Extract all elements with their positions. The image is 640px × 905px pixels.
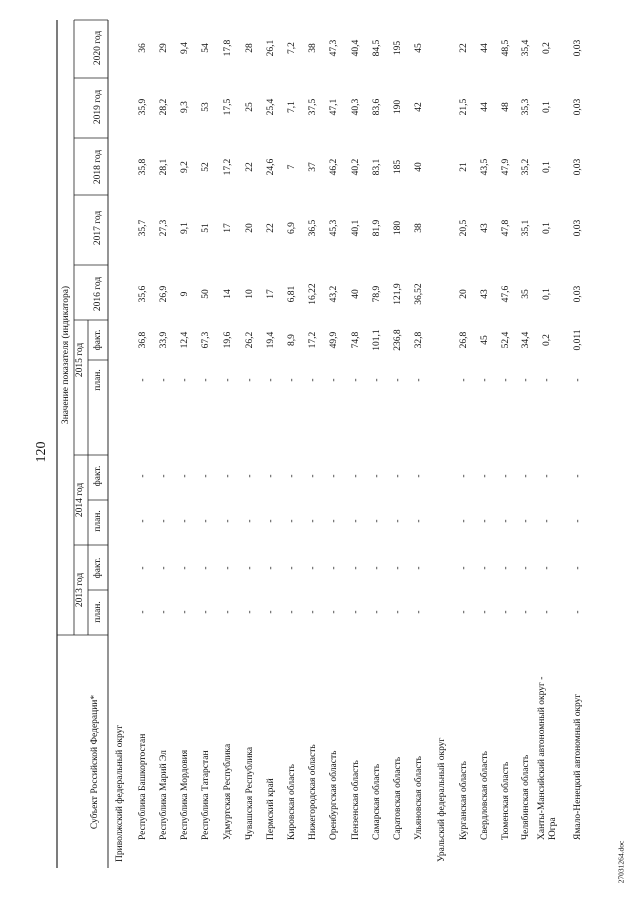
table-cell: -: [480, 610, 491, 614]
table-cell: -: [501, 519, 512, 523]
table-cell: 195: [393, 40, 404, 56]
table-cell: -: [459, 610, 470, 614]
table-row: [413, 43, 424, 840]
table-cell: 52: [201, 162, 212, 172]
table-cell: -: [138, 474, 149, 478]
row-name: Республика Марий Эл: [159, 750, 170, 840]
row-name: Республика Татарстан: [201, 750, 212, 840]
header-2013-plan: план.: [93, 601, 104, 623]
table-cell: 22: [266, 223, 277, 233]
table-cell: -: [351, 474, 362, 478]
table-cell: -: [223, 474, 234, 478]
header-2015-plan: план.: [93, 369, 104, 391]
table-cell: -: [393, 566, 404, 570]
table-cell: -: [159, 519, 170, 523]
table-cell: -: [266, 519, 277, 523]
table-cell: 50: [201, 289, 212, 299]
table-cell: 45,3: [329, 219, 340, 237]
table-cell: -: [223, 378, 234, 382]
table-cell: 38: [414, 223, 425, 233]
table-cell: -: [414, 566, 425, 570]
table-cell: 44: [480, 43, 491, 53]
footer-doc-code: 27031264.doc: [616, 840, 626, 884]
table-cell: -: [329, 519, 340, 523]
table-cell: -: [223, 519, 234, 523]
table-cell: -: [542, 610, 553, 614]
table-cell: 25: [245, 102, 256, 112]
header-2014-plan: план.: [93, 510, 104, 532]
table-cell: 36,52: [414, 283, 425, 305]
table-cell: -: [223, 566, 234, 570]
table-cell: 44: [480, 102, 491, 112]
table-cell: -: [266, 378, 277, 382]
table-cell: -: [201, 610, 212, 614]
page-number: 120: [34, 441, 50, 463]
table-cell: -: [308, 566, 319, 570]
table-cell: 0,1: [542, 288, 553, 300]
section-row: [114, 725, 125, 862]
table-cell: 35,8: [138, 158, 149, 176]
table-cell: -: [542, 378, 553, 382]
header-indicator-value: Значение показателя (индикатора): [61, 285, 72, 425]
table-cell: -: [308, 474, 319, 478]
table-row: [500, 39, 511, 840]
table-cell: 17,2: [308, 331, 319, 349]
table-cell: 35: [521, 289, 532, 299]
table-cell: 83,6: [372, 98, 383, 116]
table-cell: 0,011: [573, 329, 584, 351]
table-cell: 35,3: [521, 98, 532, 116]
table-cell: 0,1: [542, 101, 553, 113]
table-cell: 9,4: [180, 42, 191, 54]
table-cell: 83,1: [372, 158, 383, 176]
table-cell: -: [542, 566, 553, 570]
table-cell: -: [414, 474, 425, 478]
table-cell: -: [159, 610, 170, 614]
table-cell: -: [180, 378, 191, 382]
table-cell: -: [201, 566, 212, 570]
table-cell: -: [414, 610, 425, 614]
table-cell: 29: [159, 43, 170, 53]
table-cell: 38: [308, 43, 319, 53]
table-cell: 17,2: [223, 158, 234, 176]
table-cell: 47,1: [329, 98, 340, 116]
table-row: [328, 39, 339, 840]
table-cell: -: [201, 378, 212, 382]
table-cell: 47,6: [501, 285, 512, 303]
table-cell: 33,9: [159, 331, 170, 349]
table-cell: 20: [245, 223, 256, 233]
table-cell: -: [459, 566, 470, 570]
table-cell: -: [266, 566, 277, 570]
table-cell: 14: [223, 289, 234, 299]
table-cell: 0,03: [573, 285, 584, 303]
table-cell: -: [201, 519, 212, 523]
table-cell: 40: [414, 162, 425, 172]
header-year-2013: 2013 год: [75, 572, 86, 608]
table-cell: 12,4: [180, 331, 191, 349]
table-cell: 26,9: [159, 285, 170, 303]
section-name: Уральский федеральный округ: [437, 737, 448, 862]
header-year-2020: 2020 год: [93, 30, 104, 66]
table-cell: -: [245, 566, 256, 570]
row-name: Удмуртская Республика: [223, 743, 234, 840]
header-2013-fact: факт.: [93, 557, 104, 579]
table-cell: 28,1: [159, 158, 170, 176]
row-name: Свердловская область: [480, 750, 491, 840]
table-cell: -: [372, 566, 383, 570]
table-cell: -: [351, 610, 362, 614]
table-cell: -: [266, 610, 277, 614]
table-cell: -: [329, 474, 340, 478]
table-row: [222, 39, 233, 840]
table-row: [458, 43, 469, 840]
table-cell: 190: [393, 99, 404, 115]
row-name: Чувашская Республика: [245, 746, 256, 840]
table-cell: 43,5: [480, 158, 491, 176]
table-cell: 0,2: [542, 42, 553, 54]
row-name: Курганская область: [459, 761, 470, 840]
row-name: Пензенская область: [351, 760, 362, 840]
table-cell: 185: [393, 159, 404, 175]
table-cell: 49,9: [329, 331, 340, 349]
table-cell: -: [245, 519, 256, 523]
table-cell: -: [372, 610, 383, 614]
table-cell: 0,03: [573, 158, 584, 176]
table-cell: 40: [351, 289, 362, 299]
table-cell: -: [287, 519, 298, 523]
table-cell: 46,2: [329, 158, 340, 176]
table-cell: 9,2: [180, 161, 191, 173]
table-row: [350, 39, 361, 840]
table-cell: -: [573, 519, 584, 523]
table-cell: 21,5: [459, 98, 470, 116]
table-cell: 48: [501, 102, 512, 112]
table-cell: 67,3: [201, 331, 212, 349]
table-cell: 0,1: [542, 161, 553, 173]
table-cell: 9,3: [180, 101, 191, 113]
table-cell: 7,2: [287, 42, 298, 54]
table-cell: 22: [459, 43, 470, 53]
table-cell: -: [573, 474, 584, 478]
table-cell: -: [138, 610, 149, 614]
table-row: [479, 43, 490, 840]
table-row: [179, 42, 190, 840]
table-cell: 36: [138, 43, 149, 53]
table-row: [286, 42, 297, 840]
table-cell: 45: [480, 335, 491, 345]
table-cell: -: [521, 474, 532, 478]
table-cell: 81,9: [372, 219, 383, 237]
table-cell: -: [138, 378, 149, 382]
table-cell: -: [351, 519, 362, 523]
table-cell: 19,4: [266, 331, 277, 349]
row-name: Оренбургская область: [329, 750, 340, 840]
table-cell: 36,8: [138, 331, 149, 349]
table-cell: -: [308, 378, 319, 382]
table-cell: -: [201, 474, 212, 478]
table-cell: 121,9: [393, 283, 404, 305]
table-cell: 10: [245, 289, 256, 299]
table-cell: -: [393, 474, 404, 478]
table-body: [114, 39, 583, 862]
table-cell: 48,5: [501, 39, 512, 57]
table-cell: 35,9: [138, 98, 149, 116]
table-cell: 40,3: [351, 98, 362, 116]
table-cell: 19,6: [223, 331, 234, 349]
row-name: Кировская область: [287, 763, 298, 840]
table-cell: -: [521, 566, 532, 570]
section-name: Приволжский федеральный округ: [115, 724, 126, 862]
table-cell: 47,9: [501, 158, 512, 176]
table-cell: -: [287, 378, 298, 382]
table-cell: 21: [459, 162, 470, 172]
table-rules: [57, 20, 108, 868]
table-cell: 22: [245, 162, 256, 172]
table-cell: -: [542, 519, 553, 523]
table-cell: 45: [414, 43, 425, 53]
table-cell: 28,2: [159, 98, 170, 116]
table-cell: -: [521, 519, 532, 523]
table-cell: 40,2: [351, 158, 362, 176]
table-cell: -: [308, 519, 319, 523]
table-cell: 9: [180, 291, 191, 297]
row-name: Саратовская область: [393, 756, 404, 840]
header-2014-fact: факт.: [93, 465, 104, 487]
table-cell: 0,2: [542, 334, 553, 346]
table-cell: 9,1: [180, 222, 191, 234]
table-cell: 36,5: [308, 219, 319, 237]
table-cell: -: [480, 519, 491, 523]
table-cell: -: [308, 610, 319, 614]
table-cell: -: [393, 378, 404, 382]
table-cell: 236,8: [393, 329, 404, 351]
table-cell: 17,5: [223, 98, 234, 116]
table-cell: -: [159, 474, 170, 478]
table-cell: 20: [459, 289, 470, 299]
table-cell: 40,4: [351, 39, 362, 57]
table-cell: -: [459, 378, 470, 382]
table-cell: 34,4: [521, 331, 532, 349]
table-cell: -: [138, 519, 149, 523]
table-cell: 35,6: [138, 285, 149, 303]
section-row: [436, 738, 447, 862]
table-row: [371, 39, 382, 840]
row-name: Ульяновская область: [414, 755, 425, 840]
table-cell: 28: [245, 43, 256, 53]
table-cell: 180: [393, 220, 404, 236]
table-cell: -: [542, 474, 553, 478]
table-cell: 43,2: [329, 285, 340, 303]
table-cell: -: [480, 474, 491, 478]
table-cell: -: [501, 566, 512, 570]
table-cell: 37: [308, 162, 319, 172]
table-cell: 35,2: [521, 158, 532, 176]
table-cell: 43: [480, 289, 491, 299]
table-cell: -: [287, 610, 298, 614]
table-cell: 8,9: [287, 334, 298, 346]
table-cell: 6,9: [287, 222, 298, 234]
table-cell: -: [393, 610, 404, 614]
table-cell: -: [287, 566, 298, 570]
table-cell: 84,5: [372, 39, 383, 57]
table-cell: -: [351, 566, 362, 570]
table-cell: 7,1: [287, 101, 298, 113]
table-cell: 53: [201, 102, 212, 112]
table-cell: -: [245, 378, 256, 382]
table-cell: -: [329, 610, 340, 614]
table-cell: 6,81: [287, 285, 298, 303]
table-cell: 40,1: [351, 219, 362, 237]
table-cell: -: [329, 378, 340, 382]
table-cell: 0,1: [542, 222, 553, 234]
table-cell: 26,1: [266, 39, 277, 57]
table-cell: -: [180, 519, 191, 523]
row-name: Тюменская область: [501, 761, 512, 840]
header-year-2017: 2017 год: [93, 210, 104, 246]
table-cell: 32,8: [414, 331, 425, 349]
table-cell: 35,4: [521, 39, 532, 57]
table-cell: -: [159, 566, 170, 570]
header-year-2016: 2016 год: [93, 276, 104, 312]
row-name: Нижегородская область: [308, 744, 319, 840]
row-name: Самарская область: [372, 763, 383, 840]
table-cell: -: [245, 610, 256, 614]
table-cell: 47,3: [329, 39, 340, 57]
table-cell: 101,1: [372, 329, 383, 351]
table-row: [158, 43, 169, 840]
table-cell: -: [501, 378, 512, 382]
table-cell: -: [501, 474, 512, 478]
table-cell: -: [501, 610, 512, 614]
table-cell: -: [414, 519, 425, 523]
row-name: Пермский край: [266, 778, 277, 840]
table-cell: 54: [201, 43, 212, 53]
table-cell: 27,3: [159, 219, 170, 237]
table-cell: -: [521, 610, 532, 614]
table-cell: 25,4: [266, 98, 277, 116]
table-row: [200, 43, 211, 840]
header-year-2015: 2015 год: [75, 342, 86, 378]
table-cell: -: [372, 474, 383, 478]
table-cell: 16,22: [308, 283, 319, 305]
table-row: [536, 42, 558, 840]
header-year-2018: 2018 год: [93, 149, 104, 185]
table-cell: 35,7: [138, 219, 149, 237]
table-cell: 35,1: [521, 219, 532, 237]
table-cell: 51: [201, 223, 212, 233]
table-cell: -: [480, 566, 491, 570]
table-cell: -: [459, 519, 470, 523]
table-cell: -: [414, 378, 425, 382]
row-name: Республика Мордовия: [180, 749, 191, 840]
header-year-2014: 2014 год: [75, 482, 86, 518]
table-cell: 17,8: [223, 39, 234, 57]
table-row: [572, 39, 583, 840]
table-cell: -: [159, 378, 170, 382]
table-row: [520, 39, 531, 840]
row-name: Челябинская область: [521, 754, 532, 840]
header-year-2019: 2019 год: [93, 89, 104, 125]
table-cell: -: [573, 378, 584, 382]
table-row: [244, 43, 255, 840]
table-cell: -: [372, 378, 383, 382]
table-cell: -: [573, 610, 584, 614]
table-cell: 0,03: [573, 39, 584, 57]
table-cell: -: [372, 519, 383, 523]
table-row: [265, 39, 276, 840]
table-cell: 24,6: [266, 158, 277, 176]
row-name: Югра: [548, 817, 559, 840]
table-cell: -: [573, 566, 584, 570]
table-cell: 43: [480, 223, 491, 233]
header-subject: Субъект Российской Федерации*: [90, 694, 101, 830]
table-cell: -: [266, 474, 277, 478]
header-2015-fact: факт.: [93, 329, 104, 351]
table-cell: 52,4: [501, 331, 512, 349]
table-row: [137, 43, 148, 840]
table-cell: 74,8: [351, 331, 362, 349]
table-cell: -: [480, 378, 491, 382]
table-cell: 47,8: [501, 219, 512, 237]
table-cell: 17: [266, 289, 277, 299]
table-cell: 78,9: [372, 285, 383, 303]
table-cell: 26,8: [459, 331, 470, 349]
table-cell: -: [138, 566, 149, 570]
table-cell: 0,03: [573, 98, 584, 116]
table-cell: 20,5: [459, 219, 470, 237]
table-cell: 42: [414, 102, 425, 112]
table-cell: 0,03: [573, 219, 584, 237]
table-cell: 37,5: [308, 98, 319, 116]
table-cell: 7: [287, 164, 298, 170]
table-cell: -: [287, 474, 298, 478]
row-name: Ямало-Ненецкий автономный округ: [573, 693, 584, 840]
table-cell: -: [351, 378, 362, 382]
table-cell: -: [223, 610, 234, 614]
table-cell: -: [329, 566, 340, 570]
table-row: [392, 41, 403, 840]
table-row: [307, 43, 318, 840]
table-cell: -: [459, 474, 470, 478]
row-name: Республика Башкортостан: [138, 733, 149, 840]
table-cell: -: [180, 566, 191, 570]
table-cell: -: [245, 474, 256, 478]
table-cell: -: [521, 378, 532, 382]
table-cell: -: [180, 474, 191, 478]
table-cell: 17: [223, 223, 234, 233]
table-cell: -: [393, 519, 404, 523]
table-cell: 26,2: [245, 331, 256, 349]
row-name: Ханты-Мансийский автономный округ -: [537, 676, 548, 840]
table-cell: -: [180, 610, 191, 614]
